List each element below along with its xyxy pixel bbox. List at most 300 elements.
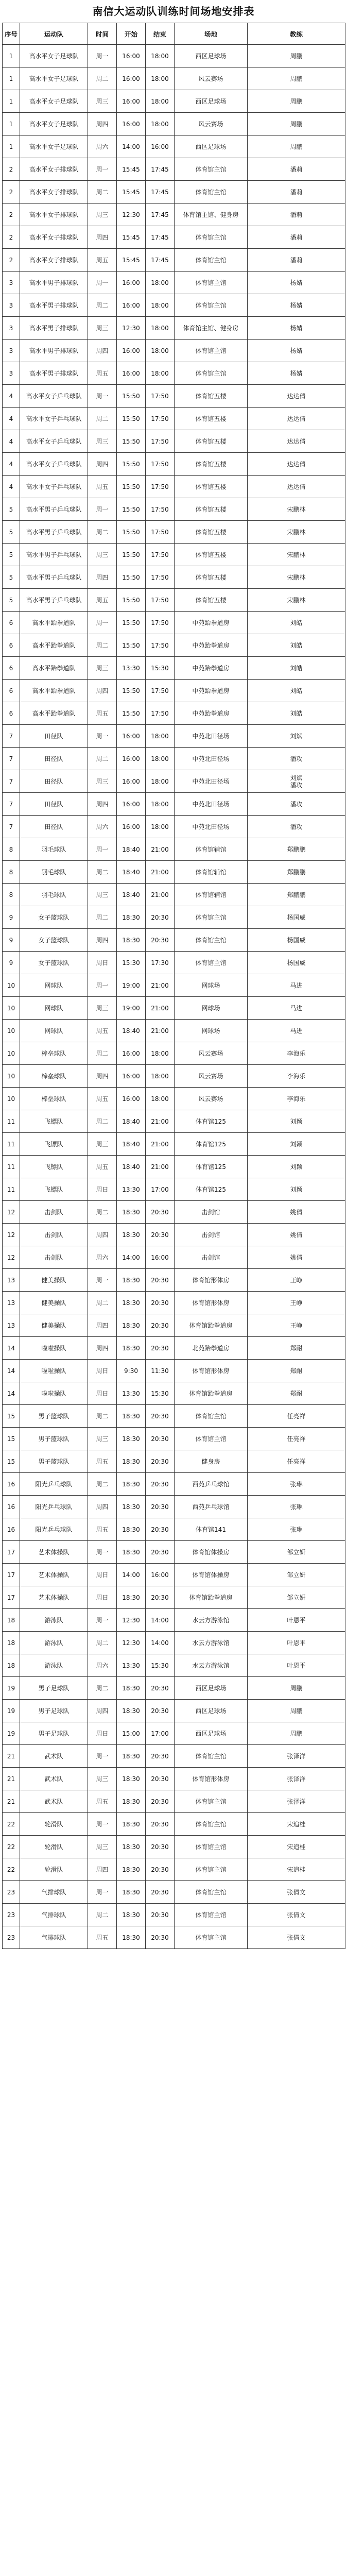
cell-start: 16:00	[117, 1088, 146, 1110]
cell-index: 14	[3, 1360, 20, 1382]
cell-end: 20:30	[146, 1224, 175, 1246]
cell-start: 14:00	[117, 135, 146, 158]
cell-coach: 刘颖	[248, 1110, 345, 1133]
cell-end: 20:30	[146, 1904, 175, 1926]
cell-venue: 体育馆跆拳道房	[175, 1586, 248, 1609]
cell-team: 田径队	[20, 793, 88, 816]
cell-team: 羽毛球队	[20, 861, 88, 884]
table-row	[3, 453, 345, 476]
cell-venue: 体育馆主馆	[175, 1904, 248, 1926]
cell-end: 17:50	[146, 634, 175, 657]
table-row	[3, 1224, 345, 1246]
table-row	[3, 249, 345, 272]
cell-team: 高水平男子排球队	[20, 294, 88, 317]
cell-day: 周三	[88, 884, 117, 906]
cell-coach: 达达倩	[248, 453, 345, 476]
cell-team: 高水平男子乒乓球队	[20, 589, 88, 612]
cell-team: 高水平女子乒乓球队	[20, 408, 88, 430]
cell-coach: 潘莉	[248, 249, 345, 272]
cell-coach: 叶恩平	[248, 1609, 345, 1632]
cell-start: 15:45	[117, 158, 146, 181]
cell-start: 18:30	[117, 1768, 146, 1790]
cell-coach: 张倩文	[248, 1926, 345, 1949]
cell-venue: 体育馆主馆	[175, 362, 248, 385]
cell-index: 6	[3, 680, 20, 702]
cell-index: 23	[3, 1904, 20, 1926]
cell-start: 12:30	[117, 204, 146, 226]
cell-start: 15:50	[117, 612, 146, 634]
table-row	[3, 1246, 345, 1269]
cell-day: 周三	[88, 1428, 117, 1450]
cell-coach: 姚倩	[248, 1201, 345, 1224]
cell-team: 阳光乒乓球队	[20, 1518, 88, 1541]
cell-index: 21	[3, 1790, 20, 1813]
cell-venue: 体育馆125	[175, 1156, 248, 1178]
cell-index: 15	[3, 1428, 20, 1450]
cell-venue: 击剑馆	[175, 1246, 248, 1269]
cell-coach: 姚倩	[248, 1246, 345, 1269]
cell-day: 周一	[88, 45, 117, 67]
cell-day: 周二	[88, 1632, 117, 1654]
cell-team: 高水平男子排球队	[20, 272, 88, 294]
cell-end: 20:30	[146, 1201, 175, 1224]
cell-venue: 西区足球场	[175, 90, 248, 113]
cell-team: 高水平跆拳道队	[20, 634, 88, 657]
cell-venue: 西区足球场	[175, 1677, 248, 1700]
cell-index: 5	[3, 544, 20, 566]
cell-start: 18:30	[117, 1292, 146, 1314]
cell-start: 16:00	[117, 45, 146, 67]
cell-index: 2	[3, 204, 20, 226]
cell-coach: 达达倩	[248, 430, 345, 453]
cell-coach: 潘莉	[248, 204, 345, 226]
cell-index: 7	[3, 748, 20, 770]
cell-team: 武术队	[20, 1790, 88, 1813]
cell-day: 周一	[88, 1609, 117, 1632]
cell-team: 羽毛球队	[20, 884, 88, 906]
cell-start: 15:45	[117, 181, 146, 204]
table-row	[3, 1360, 345, 1382]
cell-coach: 李海乐	[248, 1042, 345, 1065]
cell-venue: 中苑跆拳道房	[175, 612, 248, 634]
table-row	[3, 181, 345, 204]
table-row	[3, 1677, 345, 1700]
cell-end: 15:30	[146, 1654, 175, 1677]
cell-team: 高水平男子乒乓球队	[20, 544, 88, 566]
cell-index: 3	[3, 272, 20, 294]
cell-team: 健美操队	[20, 1269, 88, 1292]
cell-team: 高水平跆拳道队	[20, 657, 88, 680]
table-row	[3, 1722, 345, 1745]
cell-venue: 体育馆主馆	[175, 1745, 248, 1768]
cell-team: 高水平女子排球队	[20, 181, 88, 204]
cell-index: 4	[3, 385, 20, 408]
cell-venue: 体育馆主馆	[175, 1881, 248, 1904]
cell-end: 17:50	[146, 476, 175, 498]
cell-end: 20:30	[146, 1677, 175, 1700]
cell-start: 19:00	[117, 974, 146, 997]
cell-venue: 西区足球场	[175, 45, 248, 67]
cell-venue: 网球场	[175, 974, 248, 997]
cell-coach: 张琳	[248, 1496, 345, 1518]
cell-venue: 体育馆主馆	[175, 158, 248, 181]
cell-end: 20:30	[146, 1473, 175, 1496]
table-row	[3, 385, 345, 408]
cell-venue: 体育馆主馆	[175, 1428, 248, 1450]
cell-team: 气排球队	[20, 1881, 88, 1904]
cell-team: 飞镖队	[20, 1178, 88, 1201]
cell-index: 6	[3, 657, 20, 680]
cell-coach: 刘颖	[248, 1133, 345, 1156]
table-row	[3, 1133, 345, 1156]
cell-end: 21:00	[146, 1020, 175, 1042]
table-row	[3, 1314, 345, 1337]
cell-team: 轮滑队	[20, 1836, 88, 1858]
cell-end: 18:00	[146, 816, 175, 838]
cell-venue: 体育馆五楼	[175, 544, 248, 566]
cell-index: 1	[3, 67, 20, 90]
cell-coach: 达达倩	[248, 385, 345, 408]
cell-index: 9	[3, 906, 20, 929]
cell-coach: 叶恩平	[248, 1654, 345, 1677]
cell-venue: 体育馆主馆	[175, 1836, 248, 1858]
cell-day: 周日	[88, 1178, 117, 1201]
cell-end: 17:45	[146, 204, 175, 226]
table-row	[3, 816, 345, 838]
cell-start: 18:30	[117, 1790, 146, 1813]
cell-team: 啦啦操队	[20, 1360, 88, 1382]
cell-day: 周五	[88, 249, 117, 272]
cell-end: 20:30	[146, 906, 175, 929]
cell-index: 17	[3, 1541, 20, 1564]
cell-venue: 体育馆主馆	[175, 272, 248, 294]
header-end: 结束	[146, 23, 175, 45]
cell-index: 10	[3, 1042, 20, 1065]
cell-day: 周四	[88, 340, 117, 362]
cell-day: 周四	[88, 226, 117, 249]
cell-day: 周五	[88, 1790, 117, 1813]
cell-start: 18:30	[117, 1518, 146, 1541]
cell-end: 20:30	[146, 1337, 175, 1360]
cell-start: 18:30	[117, 1813, 146, 1836]
cell-index: 17	[3, 1586, 20, 1609]
cell-coach: 郑耐	[248, 1337, 345, 1360]
cell-team: 阳光乒乓球队	[20, 1496, 88, 1518]
cell-day: 周三	[88, 544, 117, 566]
cell-day: 周三	[88, 997, 117, 1020]
cell-start: 16:00	[117, 294, 146, 317]
table-row	[3, 725, 345, 748]
cell-team: 高水平女子排球队	[20, 158, 88, 181]
cell-coach: 达达倩	[248, 408, 345, 430]
cell-index: 1	[3, 135, 20, 158]
cell-venue: 体育馆五楼	[175, 566, 248, 589]
cell-index: 1	[3, 45, 20, 67]
cell-index: 21	[3, 1745, 20, 1768]
cell-index: 14	[3, 1337, 20, 1360]
cell-index: 11	[3, 1178, 20, 1201]
cell-team: 羽毛球队	[20, 838, 88, 861]
table-row	[3, 1269, 345, 1292]
cell-day: 周二	[88, 1473, 117, 1496]
cell-start: 18:30	[117, 929, 146, 952]
cell-start: 18:30	[117, 1428, 146, 1450]
table-row	[3, 294, 345, 317]
cell-day: 周一	[88, 1813, 117, 1836]
cell-coach: 郑耐	[248, 1360, 345, 1382]
cell-venue: 体育馆主馆	[175, 1790, 248, 1813]
cell-end: 21:00	[146, 974, 175, 997]
cell-day: 周二	[88, 748, 117, 770]
table-row	[3, 1428, 345, 1450]
table-header-row	[3, 23, 345, 45]
cell-day: 周二	[88, 634, 117, 657]
cell-end: 20:30	[146, 1768, 175, 1790]
cell-coach: 王峥	[248, 1269, 345, 1292]
cell-venue: 中苑跆拳道房	[175, 702, 248, 725]
cell-index: 12	[3, 1224, 20, 1246]
cell-venue: 体育馆五楼	[175, 408, 248, 430]
cell-end: 18:00	[146, 90, 175, 113]
cell-venue: 中苑北田径场	[175, 748, 248, 770]
cell-index: 9	[3, 929, 20, 952]
table-row	[3, 861, 345, 884]
cell-day: 周四	[88, 929, 117, 952]
cell-start: 18:30	[117, 1858, 146, 1881]
cell-day: 周四	[88, 113, 117, 135]
cell-end: 17:50	[146, 702, 175, 725]
table-row	[3, 1065, 345, 1088]
cell-start: 18:30	[117, 1541, 146, 1564]
cell-start: 18:30	[117, 1904, 146, 1926]
cell-index: 16	[3, 1496, 20, 1518]
cell-end: 17:50	[146, 680, 175, 702]
cell-start: 18:30	[117, 1881, 146, 1904]
table-row	[3, 1088, 345, 1110]
cell-coach: 潘莉	[248, 226, 345, 249]
cell-start: 18:30	[117, 1405, 146, 1428]
cell-day: 周四	[88, 1496, 117, 1518]
cell-start: 16:00	[117, 793, 146, 816]
cell-coach: 刘皓	[248, 680, 345, 702]
cell-index: 15	[3, 1450, 20, 1473]
cell-day: 周一	[88, 725, 117, 748]
cell-venue: 中苑北田径场	[175, 725, 248, 748]
cell-index: 8	[3, 861, 20, 884]
cell-venue: 体育馆主馆	[175, 1926, 248, 1949]
table-row	[3, 1858, 345, 1881]
cell-start: 16:00	[117, 90, 146, 113]
cell-end: 20:30	[146, 1745, 175, 1768]
cell-end: 17:30	[146, 952, 175, 974]
cell-end: 18:00	[146, 1088, 175, 1110]
table-row	[3, 997, 345, 1020]
cell-end: 20:30	[146, 1518, 175, 1541]
cell-coach: 李海乐	[248, 1088, 345, 1110]
cell-day: 周一	[88, 974, 117, 997]
cell-day: 周二	[88, 1110, 117, 1133]
cell-start: 13:30	[117, 1382, 146, 1405]
cell-index: 11	[3, 1110, 20, 1133]
cell-venue: 体育馆主馆	[175, 294, 248, 317]
cell-coach: 张琳	[248, 1473, 345, 1496]
table-row	[3, 1450, 345, 1473]
cell-start: 16:00	[117, 362, 146, 385]
cell-end: 14:00	[146, 1609, 175, 1632]
cell-index: 13	[3, 1269, 20, 1292]
cell-end: 20:30	[146, 1858, 175, 1881]
cell-end: 15:30	[146, 1382, 175, 1405]
cell-start: 12:30	[117, 317, 146, 340]
cell-index: 6	[3, 612, 20, 634]
cell-index: 18	[3, 1632, 20, 1654]
cell-team: 高水平女子乒乓球队	[20, 453, 88, 476]
cell-start: 18:40	[117, 1156, 146, 1178]
cell-venue: 体育馆主馆	[175, 1858, 248, 1881]
cell-team: 高水平女子足球队	[20, 113, 88, 135]
cell-start: 15:50	[117, 453, 146, 476]
cell-venue: 体育馆主馆	[175, 906, 248, 929]
cell-end: 21:00	[146, 1110, 175, 1133]
cell-end: 20:30	[146, 1314, 175, 1337]
cell-day: 周三	[88, 90, 117, 113]
cell-day: 周六	[88, 1654, 117, 1677]
table-row	[3, 362, 345, 385]
table-row	[3, 906, 345, 929]
cell-day: 周四	[88, 1700, 117, 1722]
cell-team: 男子篮球队	[20, 1405, 88, 1428]
cell-start: 18:30	[117, 1473, 146, 1496]
table-row	[3, 634, 345, 657]
cell-coach: 宋追桂	[248, 1858, 345, 1881]
cell-day: 周五	[88, 1156, 117, 1178]
cell-day: 周五	[88, 1518, 117, 1541]
cell-day: 周四	[88, 1858, 117, 1881]
cell-day: 周日	[88, 1586, 117, 1609]
table-row	[3, 1609, 345, 1632]
cell-start: 13:30	[117, 1654, 146, 1677]
table-row	[3, 1745, 345, 1768]
cell-coach: 刘颖	[248, 1178, 345, 1201]
cell-team: 轮滑队	[20, 1858, 88, 1881]
cell-venue: 风云赛场	[175, 1065, 248, 1088]
cell-index: 23	[3, 1881, 20, 1904]
cell-venue: 水云方游泳馆	[175, 1654, 248, 1677]
cell-coach: 郑鹏鹏	[248, 861, 345, 884]
cell-team: 男子篮球队	[20, 1428, 88, 1450]
cell-coach: 宋追桂	[248, 1836, 345, 1858]
table-row	[3, 408, 345, 430]
table-row	[3, 929, 345, 952]
cell-venue: 体育馆跆拳道房	[175, 1314, 248, 1337]
cell-day: 周二	[88, 1904, 117, 1926]
cell-index: 19	[3, 1700, 20, 1722]
cell-start: 18:30	[117, 1450, 146, 1473]
cell-day: 周三	[88, 1836, 117, 1858]
page-title: 南信大运动队训练时间场地安排表	[92, 5, 255, 18]
cell-index: 4	[3, 476, 20, 498]
cell-index: 6	[3, 634, 20, 657]
cell-day: 周一	[88, 158, 117, 181]
cell-venue: 风云赛场	[175, 1088, 248, 1110]
cell-end: 18:00	[146, 770, 175, 793]
cell-index: 3	[3, 362, 20, 385]
cell-coach: 张泽洋	[248, 1768, 345, 1790]
cell-coach: 周鹏	[248, 67, 345, 90]
table-row	[3, 1156, 345, 1178]
cell-index: 3	[3, 317, 20, 340]
cell-team: 女子篮球队	[20, 952, 88, 974]
cell-index: 7	[3, 793, 20, 816]
cell-team: 田径队	[20, 748, 88, 770]
cell-start: 15:50	[117, 634, 146, 657]
table-row	[3, 45, 345, 67]
table-row	[3, 272, 345, 294]
cell-start: 18:40	[117, 1133, 146, 1156]
table-row	[3, 884, 345, 906]
cell-end: 17:45	[146, 249, 175, 272]
cell-start: 16:00	[117, 725, 146, 748]
cell-index: 2	[3, 181, 20, 204]
cell-index: 2	[3, 249, 20, 272]
cell-index: 8	[3, 884, 20, 906]
cell-team: 男子足球队	[20, 1700, 88, 1722]
cell-start: 15:50	[117, 476, 146, 498]
cell-index: 19	[3, 1722, 20, 1745]
cell-venue: 体育馆五楼	[175, 521, 248, 544]
cell-team: 男子足球队	[20, 1677, 88, 1700]
cell-index: 22	[3, 1858, 20, 1881]
cell-index: 12	[3, 1201, 20, 1224]
cell-venue: 西区足球场	[175, 1700, 248, 1722]
cell-coach: 周鹏	[248, 1677, 345, 1700]
table-row	[3, 1790, 345, 1813]
cell-end: 20:30	[146, 1881, 175, 1904]
cell-venue: 中苑跆拳道房	[175, 634, 248, 657]
table-row	[3, 1496, 345, 1518]
table-row	[3, 1836, 345, 1858]
cell-day: 周二	[88, 906, 117, 929]
cell-venue: 中苑北田径场	[175, 816, 248, 838]
table-body	[3, 45, 345, 1949]
cell-team: 高水平女子乒乓球队	[20, 385, 88, 408]
cell-day: 周二	[88, 181, 117, 204]
cell-end: 14:00	[146, 1632, 175, 1654]
cell-start: 18:30	[117, 1269, 146, 1292]
cell-start: 16:00	[117, 1042, 146, 1065]
cell-start: 18:30	[117, 1586, 146, 1609]
table-row	[3, 135, 345, 158]
cell-team: 高水平男子乒乓球队	[20, 498, 88, 521]
cell-coach: 达达倩	[248, 476, 345, 498]
cell-coach: 马进	[248, 974, 345, 997]
cell-team: 武术队	[20, 1745, 88, 1768]
cell-day: 周日	[88, 952, 117, 974]
cell-day: 周一	[88, 1745, 117, 1768]
cell-day: 周五	[88, 1020, 117, 1042]
cell-index: 4	[3, 453, 20, 476]
cell-day: 周二	[88, 1292, 117, 1314]
cell-venue: 体育馆五楼	[175, 476, 248, 498]
cell-venue: 水云方游泳馆	[175, 1632, 248, 1654]
cell-team: 男子足球队	[20, 1722, 88, 1745]
cell-start: 18:30	[117, 1337, 146, 1360]
cell-start: 15:50	[117, 566, 146, 589]
cell-index: 5	[3, 521, 20, 544]
cell-index: 10	[3, 997, 20, 1020]
cell-team: 网球队	[20, 997, 88, 1020]
cell-coach: 任亮祥	[248, 1450, 345, 1473]
